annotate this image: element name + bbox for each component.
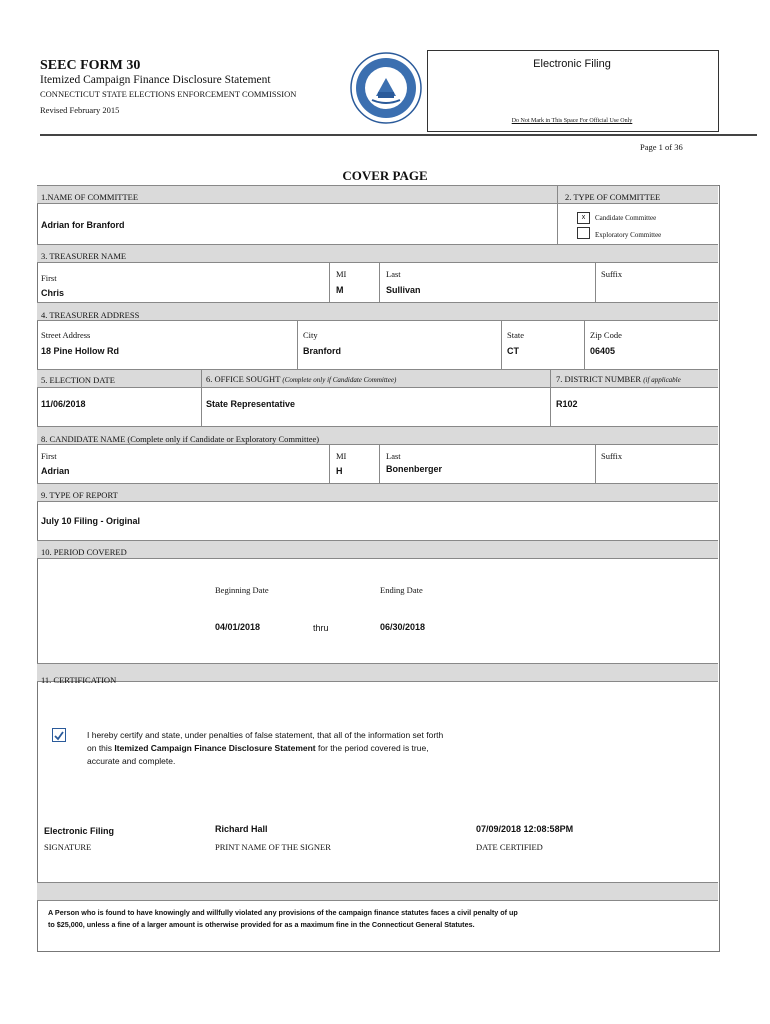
header-divider xyxy=(40,134,757,136)
cover-page-title: COVER PAGE xyxy=(342,168,428,183)
signer-name-value: Richard Hall xyxy=(215,824,268,834)
street-address-label: Street Address xyxy=(41,330,91,340)
treasurer-last-label: Last xyxy=(386,269,401,279)
official-use-note: Do Not Mark in This Space For Official Use Only xyxy=(511,118,633,124)
form-subtitle: Itemized Campaign Finance Disclosure Statement xyxy=(40,74,271,86)
state-seal-icon xyxy=(350,52,422,124)
district-number-label xyxy=(556,374,681,384)
city-label: City xyxy=(303,330,318,340)
election-date-value: 11/06/2018 xyxy=(41,399,86,409)
committee-type-label: 2. TYPE OF COMMITTEE xyxy=(565,192,661,202)
office-sought-label-text: 6. OFFICE SOUGHT xyxy=(206,374,281,384)
treasurer-first-value: Chris xyxy=(41,288,65,298)
filing-type-label: Electronic Filing xyxy=(533,58,611,70)
committee-name-value: Adrian for Branford xyxy=(41,220,125,230)
exploratory-committee-label: Exploratory Committee xyxy=(595,231,662,239)
beginning-date-value: 04/01/2018 xyxy=(215,622,261,632)
candidate-committee-checkbox[interactable]: x xyxy=(577,212,590,224)
zip-code-label: Zip Code xyxy=(590,330,622,340)
candidate-last-value: Bonenberger xyxy=(386,464,443,474)
divider xyxy=(557,185,558,244)
certification-checkbox[interactable] xyxy=(52,728,66,742)
signature-value: Electronic Filing xyxy=(44,826,115,836)
report-type-label: 9. TYPE OF REPORT xyxy=(41,490,118,500)
candidate-first-label: First xyxy=(41,451,57,461)
certification-line-2-suffix: for the period covered is true, xyxy=(315,743,429,753)
treasurer-mi-value: M xyxy=(336,285,344,295)
exploratory-committee-checkbox[interactable] xyxy=(577,227,590,239)
treasurer-mi-label: MI xyxy=(336,269,347,279)
section-header-band xyxy=(37,483,718,502)
certification-line-3: accurate and complete. xyxy=(87,756,176,766)
form-title: SEEC FORM 30 xyxy=(40,58,141,73)
state-value: CT xyxy=(507,346,519,356)
candidate-committee-label: Candidate Committee xyxy=(595,214,657,222)
divider xyxy=(379,444,380,483)
state-label: State xyxy=(507,330,524,340)
ending-date-value: 06/30/2018 xyxy=(380,622,426,632)
divider xyxy=(329,444,330,483)
date-certified-value: 07/09/2018 12:08:58PM xyxy=(476,824,574,834)
period-covered-label: 10. PERIOD COVERED xyxy=(41,547,127,557)
committee-name-label: 1.NAME OF COMMITTEE xyxy=(41,192,139,202)
revised-date: Revised February 2015 xyxy=(40,105,120,115)
report-type-value: July 10 Filing - Original xyxy=(41,516,141,526)
certification-line-1: I hereby certify and state, under penalties of false statement, that all of the information set forth xyxy=(87,730,444,740)
divider xyxy=(584,320,585,369)
divider xyxy=(379,262,380,302)
beginning-date-label: Beginning Date xyxy=(215,585,269,595)
candidate-mi-label: MI xyxy=(336,451,347,461)
section-header-band xyxy=(37,540,718,559)
certification-line-2 xyxy=(87,743,429,753)
office-sought-label xyxy=(206,374,396,384)
district-number-label-text: 7. DISTRICT NUMBER xyxy=(556,374,642,384)
zip-code-value: 06405 xyxy=(590,346,616,356)
district-number-note: (if applicable xyxy=(643,376,681,384)
city-value: Branford xyxy=(303,346,341,356)
district-number-value: R102 xyxy=(556,399,578,409)
divider xyxy=(550,369,551,426)
divider xyxy=(595,444,596,483)
treasurer-suffix-label: Suffix xyxy=(601,269,623,279)
date-certified-label: DATE CERTIFIED xyxy=(476,842,543,852)
divider xyxy=(595,262,596,302)
candidate-last-label: Last xyxy=(386,451,401,461)
treasurer-address-label: 4. TREASURER ADDRESS xyxy=(41,310,140,320)
signature-label: SIGNATURE xyxy=(44,842,92,852)
certification-line-2-prefix: on this xyxy=(87,743,115,753)
penalty-notice-line-2: to $25,000, unless a fine of a larger amount is otherwise provided for as a maximum fine in the Connecticut General Statutes. xyxy=(48,920,475,929)
candidate-name-label: 8. CANDIDATE NAME (Complete only if Candidate or Exploratory Committee) xyxy=(41,434,320,444)
certification-label: 11. CERTIFICATION xyxy=(41,675,117,685)
treasurer-last-value: Sullivan xyxy=(386,285,421,295)
section-header-band xyxy=(37,663,718,682)
divider xyxy=(201,369,202,426)
street-address-value: 18 Pine Hollow Rd xyxy=(41,346,120,356)
section-header-band xyxy=(37,244,718,263)
office-sought-note: (Complete only if Candidate Committee) xyxy=(282,376,397,384)
agency-name: CONNECTICUT STATE ELECTIONS ENFORCEMENT COMMISSION xyxy=(40,89,297,99)
signer-name-label: PRINT NAME OF THE SIGNER xyxy=(215,842,331,852)
checkmark-icon xyxy=(53,730,65,742)
page-number: Page 1 of 36 xyxy=(640,142,683,152)
thru-label: thru xyxy=(313,623,329,633)
candidate-mi-value: H xyxy=(336,466,343,476)
certification-statement-name: Itemized Campaign Finance Disclosure Statement xyxy=(114,743,316,753)
divider xyxy=(297,320,298,369)
divider xyxy=(329,262,330,302)
office-sought-value: State Representative xyxy=(206,399,296,409)
candidate-suffix-label: Suffix xyxy=(601,451,623,461)
divider xyxy=(501,320,502,369)
penalty-notice-line-1: A Person who is found to have knowingly and willfully violated any provisions of the campaign finance statutes faces a civil penalty of up xyxy=(48,908,518,917)
treasurer-first-label: First xyxy=(41,273,57,283)
candidate-first-value: Adrian xyxy=(41,466,70,476)
section-header-band xyxy=(37,882,718,901)
treasurer-name-label: 3. TREASURER NAME xyxy=(41,251,127,261)
election-date-label: 5. ELECTION DATE xyxy=(41,375,115,385)
ending-date-label: Ending Date xyxy=(380,585,423,595)
